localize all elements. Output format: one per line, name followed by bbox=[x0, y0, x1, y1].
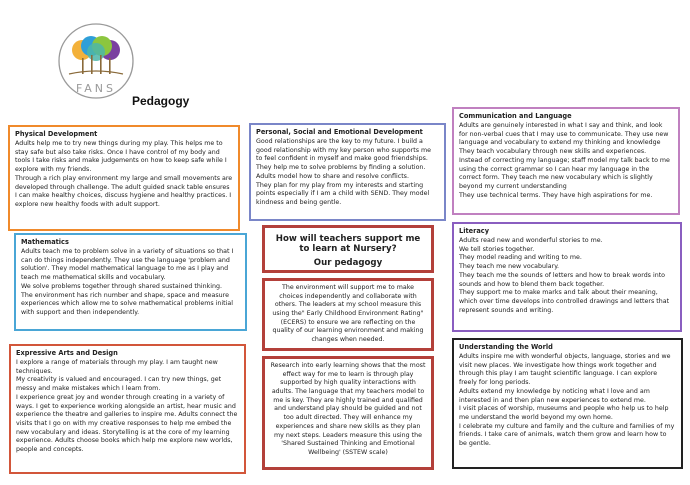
logo-text: FANS bbox=[75, 82, 117, 95]
box-text: Adults read new and wonderful stories to me. bbox=[459, 237, 603, 245]
box-text: Research into early learning shows that the most effect way for me to learn is through play supported by high quality interactions with adults. The language that my teachers model to me is key. They are highly trained and qualified and understand play should be guided and not too adult directed. They will enhance my experiences and share new skills as they plan my next steps. Leaders measure this using the 'Shared Sustained Thinking and Emotional Wellbeing' (SSTEW scale) bbox=[270, 362, 428, 456]
box-text: They teach me new vocabulary. bbox=[459, 263, 560, 271]
box-text: They use technical terms. They have high aspirations for me. bbox=[459, 191, 653, 199]
expressive-arts-box bbox=[9, 344, 246, 474]
box-text: We tell stories together. bbox=[459, 245, 535, 253]
box-text: My creativity is valued and encouraged. I can try new things, get messy and make mistakes which I learn from. bbox=[16, 376, 224, 393]
box-text: Adults inspire me with wonderful objects, language, stories and we visit new places. We investigate how things work together and through this play I am taught scientific language. I can explore freely for long periods. bbox=[459, 353, 673, 387]
page-title: Pedagogy bbox=[132, 94, 190, 108]
research-box bbox=[262, 356, 434, 470]
box-title: Communication and Language bbox=[459, 112, 572, 120]
box-text: They model reading and writing to me. bbox=[459, 254, 582, 262]
box-text: Through a rich play environment my large and small movements are developed through challenge. The adult guided snack table ensures I can make healthy choices, discuss hygiene and healthy practices. I explore new healthy foods with adult support. bbox=[15, 174, 235, 208]
box-text: I explore a range of materials through my play. I am taught new techniques. bbox=[16, 359, 220, 375]
box-text: They teach vocabulary through new skills and experiences. bbox=[459, 148, 647, 156]
box-text: They plan for my play from my interests and starting points especially if I am a child with SEND. They model kindness and being gentle. bbox=[256, 181, 432, 206]
box-text: I visit places of worship, museums and people who help us to help me understand the world beyond my own home. bbox=[459, 405, 671, 421]
box-text: We solve problems together through shared sustained thinking. bbox=[21, 282, 222, 290]
box-title: Literacy bbox=[459, 227, 489, 235]
center-title-line: How will teachers support me to learn at Nursery? bbox=[275, 234, 421, 255]
understanding-world-box bbox=[452, 338, 683, 469]
mathematics-box bbox=[14, 233, 247, 331]
box-title: Physical Development bbox=[15, 130, 98, 138]
communication-language-box bbox=[452, 107, 680, 215]
psed-box bbox=[249, 123, 446, 221]
box-text: The environment will support me to make choices independently and collaborate with others. The leaders at my school measure this using the" Early Childhood Environment Rating" (ECERS) to ensure we are reflecting on the quality of our learning environment and making changes when needed. bbox=[272, 284, 426, 344]
box-text: I experience great joy and wonder through creating in a variety of ways. I get to experience working alongside an artist, hear music and experience the theatre and galleries to inspire me. Adults connect the visits that I go on with my creative responses to help me embed the new vocabulary and ideas. Storytelling is at the core of my learning experience. Adults choose books which help me explore new worlds, people and concepts. bbox=[16, 393, 240, 453]
box-text: Adults extend my knowledge by noticing what I love and am interested in and then plan new experiences to extend me. bbox=[459, 387, 652, 404]
box-text: Adults teach me to problem solve in a variety of situations so that I can do things independently. They use the language 'problem and solution'. They model mathematical language to me as I play and teach me mathematical skills and vocabulary. bbox=[21, 248, 236, 282]
literacy-box bbox=[452, 222, 682, 332]
box-text: Adults are genuinely interested in what I say and think, and look for non-verbal cues that I may use to communicate. They use new language and vocabulary to extend my thinking and knowledge bbox=[459, 122, 671, 147]
box-text: Good relationships are the key to my future. I build a good relationship with my key person who supports me to feel confident in myself and make good friendships. They help me to solve problems by finding a solution. Adults model how to share and resolve conflicts. bbox=[256, 138, 434, 180]
box-text: Adults help me to try new things during my play. This helps me to stay safe but also take risks. Once I have control of my body and tools I take risks and make judgements on how to keep safe while I explore with my friends. bbox=[15, 140, 229, 174]
environment-box bbox=[262, 278, 434, 351]
box-title: Expressive Arts and Design bbox=[16, 349, 118, 357]
box-text: The environment has rich number and shape, space and measure experiences which allow me to solve mathematical problems initial with support and then independently. bbox=[21, 291, 235, 316]
box-title: Personal, Social and Emotional Development bbox=[256, 128, 423, 136]
box-title: Understanding the World bbox=[459, 343, 553, 351]
box-title: Mathematics bbox=[21, 238, 69, 246]
physical-development-box bbox=[8, 125, 240, 231]
box-text: They teach me the sounds of letters and how to break words into sounds and how to blend them back together. bbox=[459, 271, 668, 288]
box-text: I celebrate my culture and family and the culture and families of my friends. I take care of animals, watch them grow and learn how to be gentle. bbox=[459, 422, 677, 447]
box-text: Instead of correcting my language; staff model my talk back to me using the correct grammar so I can hear my language in the correct form. They teach me new vocabulary which is slightly beyond my current understanding bbox=[459, 156, 672, 190]
box-text: They support me to make marks and talk about their meaning, which over time develops into controlled drawings and letters that represent sounds and writing. bbox=[459, 289, 672, 314]
center-title-box bbox=[262, 225, 434, 273]
center-subtitle-line: Our pedagogy bbox=[313, 257, 383, 268]
fans-logo bbox=[55, 22, 137, 100]
